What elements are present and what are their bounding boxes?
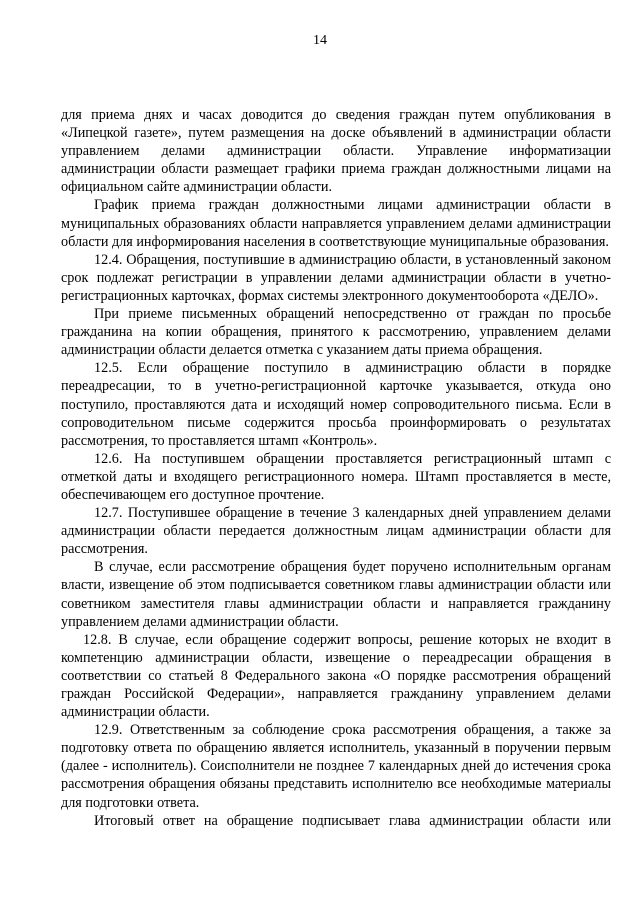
document-body: [61, 106, 611, 830]
paragraph-12-9-responsibility: 12.9. Ответственным за соблюдение срока рассмотрения обращения, а также за подготовку ответа по обращению является исполнитель, указанный в поручении первым (далее - исполнитель). Соисполнители не позднее 7 календарных дней до истечения срока рассмотрения обращения обязаны представить исполнителю все необходимые материалы для подготовки ответа.: [61, 722, 611, 811]
page-number: 14: [313, 33, 327, 48]
paragraph-12-5-readdressing: 12.5. Если обращение поступило в администрацию области в порядке переадресации, то в учетно-регистрационной карточке указывается, откуда оно поступило, проставляются дата и исходящий номер сопроводительного письма. Если в сопроводительном письме содержится просьба проинформировать о результатах рассмотрения, то проставляется штамп «Контроль».: [61, 360, 611, 449]
paragraph-schedule-municipal: График приема граждан должностными лицами администрации области в муниципальных образованиях области направляется управлением делами администрации области для информирования населения в соответствующие муниципальные образования.: [61, 197, 611, 250]
paragraph-12-7-transfer: 12.7. Поступившее обращение в течение 3 календарных дней управлением делами администрации области передается должностным лицам администрации области для рассмотрения.: [61, 505, 611, 558]
paragraph-12-4-registration: 12.4. Обращения, поступившие в администрацию области, в установленный законом срок подлежат регистрации в управлении делами администрации области в учетно-регистрационных карточках, формах системы электронного документооборота «ДЕЛО».: [61, 251, 611, 304]
paragraph-schedule-publication: для приема днях и часах доводится до сведения граждан путем опубликования в «Липецкой газете», путем размещения на доске объявлений в администрации области управлением делами администрации области. Управление информатизации администрации области размещает графики приема граждан должностными лицами на официальном сайте администрации области.: [61, 107, 611, 196]
paragraph-12-8-competence: 12.8. В случае, если обращение содержит вопросы, решение которых не входит в компетенцию администрации области, извещение о переадресации обращения в соответствии со статьей 8 Федерального закона «О порядке рассмотрения обращений граждан Российской Федерации», направляется гражданину управлением делами администрации области.: [61, 631, 611, 721]
paragraph-written-appeals-mark: При приеме письменных обращений непосредственно от граждан по просьбе гражданина на копии обращения, принятого к рассмотрению, управлением делами администрации области делается отметка с указанием даты приема обращения.: [61, 306, 611, 359]
paragraph-executive-bodies-notice: В случае, если рассмотрение обращения будет поручено исполнительным органам власти, извещение об этом подписывается советником главы администрации области или советником заместителя главы администрации области и направляется гражданину управлением делами администрации области.: [61, 559, 611, 630]
paragraph-final-answer: Итоговый ответ на обращение подписывает глава администрации области или: [94, 812, 611, 829]
paragraph-12-6-stamp: 12.6. На поступившем обращении проставляется регистрационный штамп с отметкой даты и входящего регистрационного номера. Штамп проставляется в месте, обеспечивающем его доступное прочтение.: [61, 450, 611, 503]
